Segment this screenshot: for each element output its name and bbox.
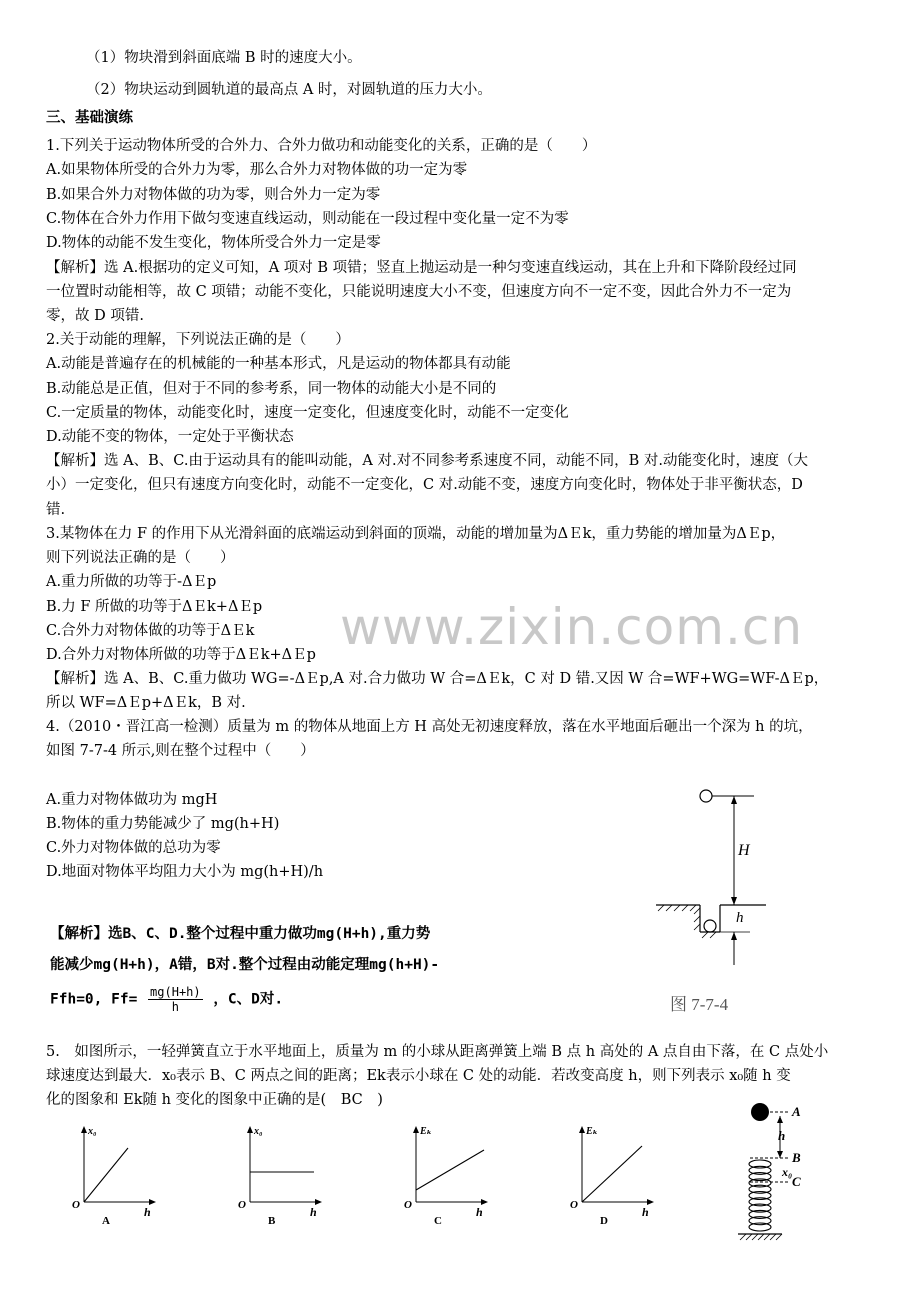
p2-explanation-1: 【解析】选 A、B、C.由于运动具有的能叫动能，A 对.对不同参考系速度不同，动能不同，B 对.动能变化时，速度（大 bbox=[46, 453, 808, 469]
p4-stem-2: 如图 7-7-4 所示,则在整个过程中（ ） bbox=[46, 743, 315, 759]
graph-D-line bbox=[582, 1146, 642, 1202]
p4-option-a: A.重力对物体做功为 mgH bbox=[46, 792, 218, 808]
p3-stem-2: 则下列说法正确的是（ ） bbox=[46, 550, 235, 566]
p3-explanation-1: 【解析】选 A、B、C.重力做功 WG=-ΔＥp,A 对.合力做功 W 合=ΔＥk，C 对 D 错.又因 W 合=WF+WG=WF-ΔＥp， bbox=[46, 671, 829, 687]
graph-D-xlabel: h bbox=[642, 1205, 649, 1219]
ball-bottom-icon bbox=[704, 920, 716, 932]
graph-A-line bbox=[84, 1148, 128, 1202]
graph-A bbox=[72, 1126, 156, 1227]
graph-C-ylabel: Eₖ bbox=[420, 1126, 432, 1137]
graph-A-xlabel: h bbox=[144, 1205, 151, 1219]
graph-B-xlabel: h bbox=[310, 1205, 317, 1219]
graph-B-ylabel: x₀ bbox=[254, 1126, 263, 1137]
intro-question-1: （1）物块滑到斜面底端 B 时的速度大小。 bbox=[86, 50, 362, 66]
graph-D-origin: O bbox=[570, 1199, 578, 1211]
p4-explanation-3b: ，C、D对. bbox=[213, 991, 284, 1008]
p4-explanation-2: 能减少mg(H+h)，A错，B对.整个过程由动能定理mg(h+H)- bbox=[50, 957, 440, 973]
p4-stem-1: 4.（2010・晋江高一检测）质量为 m 的物体从地面上方 H 高处无初速度释放，落在水平地面后砸出一个深为 h 的坑， bbox=[46, 719, 813, 735]
fig-caption: 图 7-7-4 bbox=[670, 995, 729, 1014]
graph-C-xlabel: h bbox=[476, 1205, 483, 1219]
spring-label-B: B bbox=[792, 1150, 801, 1165]
watermark: www.zixin.com.cn bbox=[340, 598, 804, 656]
p5-graphs bbox=[68, 1122, 668, 1232]
p4-option-c: C.外力对物体做的总功为零 bbox=[46, 840, 221, 856]
intro-question-2: （2）物块运动到圆轨道的最高点 A 时，对圆轨道的压力大小。 bbox=[86, 82, 492, 98]
p5-stem-2: 球速度达到最大．x₀表示 B、C 两点之间的距离；Ek表示小球在 C 处的动能．若改变高度 h，则下列表示 x₀随 h 变 bbox=[46, 1068, 791, 1084]
graph-D-label: D bbox=[600, 1215, 608, 1227]
p1-option-c: C.物体在合外力作用下做匀变速直线运动，则动能在一段过程中变化量一定不为零 bbox=[46, 211, 569, 227]
graph-D-ylabel: Eₖ bbox=[586, 1126, 598, 1137]
p3-option-b: B.力 F 所做的功等于ΔＥk+ΔＥp bbox=[46, 599, 263, 615]
p2-option-a: A.动能是普遍存在的机械能的一种基本形式，凡是运动的物体都具有动能 bbox=[46, 356, 511, 372]
p2-option-d: D.动能不变的物体，一定处于平衡状态 bbox=[46, 429, 294, 445]
p2-option-b: B.动能总是正值，但对于不同的参考系，同一物体的动能大小是不同的 bbox=[46, 381, 497, 397]
graph-C-label: C bbox=[434, 1215, 442, 1227]
p4-option-b: B.物体的重力势能减少了 mg(h+H) bbox=[46, 816, 280, 832]
p4-fraction-num: mg(H+h) bbox=[150, 985, 201, 999]
graph-C-line bbox=[416, 1150, 484, 1190]
section-title: 三、基础演练 bbox=[46, 109, 133, 126]
p1-option-a: A.如果物体所受的合外力为零，那么合外力对物体做的功一定为零 bbox=[46, 162, 468, 178]
p4-option-d: D.地面对物体平均阻力大小为 mg(h+H)/h bbox=[46, 864, 324, 880]
p2-option-c: C.一定质量的物体，动能变化时，速度一定变化，但速度变化时，动能不一定变化 bbox=[46, 405, 569, 421]
p1-explanation-3: 零，故 D 项错. bbox=[46, 308, 144, 324]
spring-label-x0: x₀ bbox=[782, 1165, 793, 1179]
spring-label-h: h bbox=[778, 1128, 786, 1143]
figure-7-7-4 bbox=[650, 780, 780, 1020]
graph-A-ylabel: x₀ bbox=[88, 1126, 97, 1137]
graph-C bbox=[404, 1126, 488, 1227]
p1-option-d: D.物体的动能不发生变化，物体所受合外力一定是零 bbox=[46, 235, 381, 251]
ball-top-icon bbox=[700, 790, 712, 802]
p4-fraction bbox=[148, 985, 203, 1014]
spring-label-C: C bbox=[792, 1174, 801, 1189]
p2-explanation-3: 错. bbox=[46, 502, 66, 518]
p3-stem-1: 3.某物体在力 F 的作用下从光滑斜面的底端运动到斜面的顶端，动能的增加量为ΔＥk，重力势能的增加量为ΔＥp， bbox=[46, 526, 786, 542]
graph-B bbox=[238, 1126, 322, 1227]
p3-option-a: A.重力所做的功等于-ΔＥp bbox=[46, 574, 217, 590]
p4-fraction-den: h bbox=[171, 1000, 179, 1014]
p3-option-c: C.合外力对物体做的功等于ΔＥk bbox=[46, 623, 255, 639]
p2-explanation-2: 小）一定变化，但只有速度方向变化时，动能不一定变化，C 对.动能不变，速度方向变化时，物体处于非平衡状态，D bbox=[46, 477, 803, 493]
p1-explanation-2: 一位置时动能相等，故 C 项错；动能不变化，只能说明速度大小不变，但速度方向不一定不变，因此合外力不一定为 bbox=[46, 284, 792, 300]
p5-stem-1: 5. 如图所示，一轻弹簧直立于水平地面上，质量为 m 的小球从距离弹簧上端 B 点 h 高处的 A 点自由下落，在 C 点处小 bbox=[46, 1044, 829, 1060]
graph-B-label: B bbox=[268, 1215, 276, 1227]
graph-B-origin: O bbox=[238, 1199, 246, 1211]
spring-figure bbox=[730, 1098, 830, 1243]
spring-coil bbox=[749, 1160, 771, 1231]
p1-explanation-1: 【解析】选 A.根据功的定义可知，A 项对 B 项错；竖直上抛运动是一种匀变速直线运动，其在上升和下降阶段经过同 bbox=[46, 260, 797, 276]
fig-label-H: H bbox=[738, 842, 750, 859]
graph-C-origin: O bbox=[404, 1199, 412, 1211]
spring-label-A: A bbox=[792, 1104, 801, 1119]
p3-explanation-2: 所以 WF=ΔＥp+ΔＥk，B 对. bbox=[46, 695, 246, 711]
p1-stem: 1.下列关于运动物体所受的合外力、合外力做功和动能变化的关系，正确的是（ ） bbox=[46, 138, 597, 154]
p3-option-d: D.合外力对物体所做的功等于ΔＥk+ΔＥp bbox=[46, 647, 316, 663]
p4-explanation-3 bbox=[50, 985, 283, 1014]
graph-D bbox=[570, 1126, 654, 1227]
p2-stem: 2.关于动能的理解，下列说法正确的是（ ） bbox=[46, 332, 350, 348]
p5-stem-3: 化的图象和 Ek随 h 变化的图象中正确的是( BC ) bbox=[46, 1092, 383, 1108]
p4-explanation-1: 【解析】选B、C、D.整个过程中重力做功mg(H+h),重力势 bbox=[50, 926, 431, 942]
fig-label-h: h bbox=[736, 910, 744, 926]
ball-icon bbox=[751, 1103, 769, 1121]
graph-A-origin: O bbox=[72, 1199, 80, 1211]
p1-option-b: B.如果合外力对物体做的功为零，则合外力一定为零 bbox=[46, 187, 381, 203]
graph-A-label: A bbox=[102, 1215, 110, 1227]
p4-explanation-3a: Ffh=0, Ff= bbox=[50, 991, 138, 1008]
